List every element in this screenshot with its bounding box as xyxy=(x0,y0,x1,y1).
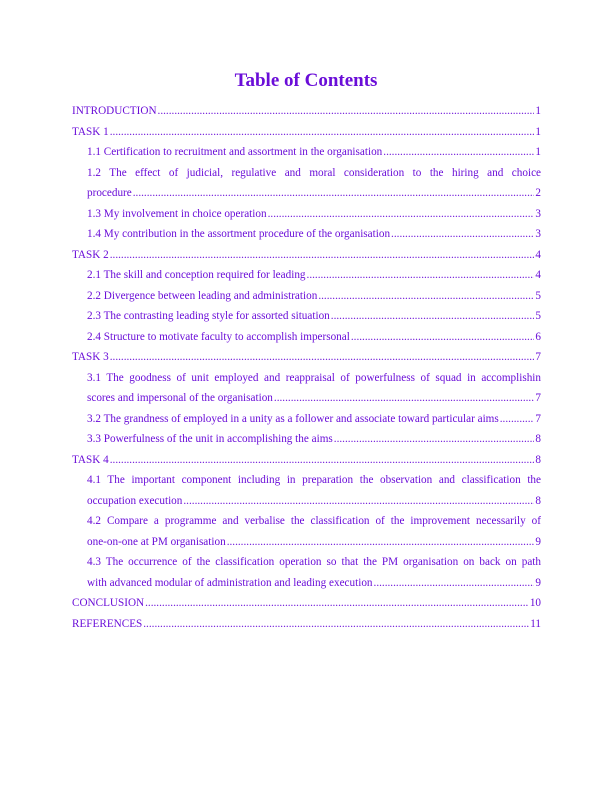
toc-page-number: 6 xyxy=(535,330,541,343)
toc-entry-2-1[interactable] xyxy=(72,265,541,286)
toc-entry-1-1[interactable] xyxy=(72,142,541,163)
toc-entry-text-line1: 4.3 The occurrence of the classification operation so that the PM organisation on back on path xyxy=(87,556,541,568)
table-of-contents xyxy=(72,101,541,634)
toc-entry-text: 2.1 The skill and conception required for leading xyxy=(87,269,306,281)
toc-entry-text: TASK 3 xyxy=(72,351,109,363)
toc-entry-conclusion[interactable] xyxy=(72,593,541,614)
toc-entry-1-2[interactable] xyxy=(72,163,541,204)
toc-entry-text: CONCLUSION xyxy=(72,597,145,609)
toc-entry-task-3[interactable] xyxy=(72,347,541,368)
toc-entry-3-2[interactable] xyxy=(72,409,541,430)
toc-page-number: 5 xyxy=(535,289,541,302)
toc-leader-dots xyxy=(318,286,534,307)
toc-page-number: 9 xyxy=(535,576,541,589)
toc-entry-2-4[interactable] xyxy=(72,327,541,348)
toc-page-number: 4 xyxy=(535,269,541,281)
toc-entry-3-1[interactable] xyxy=(72,368,541,409)
toc-entry-text: 2.4 Structure to motivate faculty to accomplish impersonal xyxy=(87,330,350,343)
toc-entry-text: TASK 4 xyxy=(72,453,109,466)
toc-entry-text: TASK 1 xyxy=(72,125,109,138)
toc-entry-1-3[interactable] xyxy=(72,204,541,225)
toc-leader-dots xyxy=(383,142,534,163)
toc-leader-dots xyxy=(391,224,534,245)
toc-leader-dots xyxy=(110,245,535,266)
toc-entry-text: with advanced modular of administration and leading execution xyxy=(87,576,373,589)
toc-page-number: 2 xyxy=(535,187,541,199)
toc-leader-dots xyxy=(133,183,535,204)
toc-page-number: 1 xyxy=(535,125,541,138)
toc-entry-task-1[interactable] xyxy=(72,122,541,143)
toc-entry-2-3[interactable] xyxy=(72,306,541,327)
toc-leader-dots xyxy=(331,306,535,327)
toc-page-number: 9 xyxy=(535,535,541,548)
toc-page-number: 1 xyxy=(535,146,541,158)
toc-entry-text: 3.2 The grandness of employed in a unity as a follower and associate toward particular aims xyxy=(87,412,499,425)
toc-page-number: 7 xyxy=(535,392,541,404)
toc-entry-text: TASK 2 xyxy=(72,248,109,261)
toc-entry-task-4[interactable] xyxy=(72,450,541,471)
toc-entry-references[interactable] xyxy=(72,614,541,635)
toc-entry-4-3[interactable] xyxy=(72,552,541,593)
toc-entry-3-3[interactable] xyxy=(72,429,541,450)
toc-entry-task-2[interactable] xyxy=(72,245,541,266)
toc-entry-text: INTRODUCTION xyxy=(72,105,157,117)
toc-leader-dots xyxy=(500,409,535,430)
toc-entry-text-line1: 4.1 The important component including in preparation the observation and classification the xyxy=(87,474,541,486)
toc-leader-dots xyxy=(307,265,535,286)
toc-leader-dots xyxy=(374,573,535,594)
toc-leader-dots xyxy=(110,347,535,368)
toc-page-number: 8 xyxy=(535,433,541,445)
toc-leader-dots xyxy=(351,327,535,348)
toc-entry-text: 2.2 Divergence between leading and administration xyxy=(87,289,318,302)
toc-page-number: 3 xyxy=(535,207,541,220)
toc-leader-dots xyxy=(158,101,535,122)
toc-page-number: 7 xyxy=(535,351,541,363)
toc-page-number: 11 xyxy=(530,617,541,630)
toc-entry-text: scores and impersonal of the organisation xyxy=(87,392,273,404)
toc-entry-text: 1.1 Certification to recruitment and assortment in the organisation xyxy=(87,146,383,158)
toc-page-number: 8 xyxy=(535,494,541,507)
toc-entry-text-line1: 4.2 Compare a programme and verbalise the classification of the improvement necessarily of xyxy=(87,515,541,527)
toc-entry-text-line1: 3.1 The goodness of unit employed and reappraisal of powerfulness of squad in accomplishin xyxy=(87,371,541,384)
toc-entry-text: procedure xyxy=(87,187,132,199)
toc-leader-dots xyxy=(274,388,535,409)
toc-title: Table of Contents xyxy=(234,70,378,91)
toc-leader-dots xyxy=(268,204,535,225)
toc-leader-dots xyxy=(145,593,529,614)
toc-entry-text-line1: 1.2 The effect of judicial, regulative and moral consideration to the hiring and choice xyxy=(87,166,541,179)
toc-entry-2-2[interactable] xyxy=(72,286,541,307)
toc-entry-text: 1.4 My contribution in the assortment procedure of the organisation xyxy=(87,228,391,240)
toc-entry-text: occupation execution xyxy=(87,494,183,507)
toc-page-number: 1 xyxy=(535,105,541,117)
toc-entry-4-1[interactable] xyxy=(72,470,541,511)
toc-page-number: 3 xyxy=(535,228,541,240)
toc-entry-text: 1.3 My involvement in choice operation xyxy=(87,207,267,220)
toc-entry-text: one-on-one at PM organisation xyxy=(87,535,226,548)
toc-entry-text: 2.3 The contrasting leading style for assorted situation xyxy=(87,310,330,322)
toc-entry-4-2[interactable] xyxy=(72,511,541,552)
toc-entry-text: 3.3 Powerfulness of the unit in accomplishing the aims xyxy=(87,433,333,445)
toc-leader-dots xyxy=(183,491,534,512)
toc-entry-introduction[interactable] xyxy=(72,101,541,122)
toc-leader-dots xyxy=(227,532,535,553)
toc-page-number: 10 xyxy=(529,597,541,609)
toc-leader-dots xyxy=(110,122,535,143)
toc-page-number: 4 xyxy=(535,248,541,261)
toc-leader-dots xyxy=(110,450,535,471)
toc-leader-dots xyxy=(143,614,529,635)
toc-leader-dots xyxy=(334,429,535,450)
toc-page-number: 5 xyxy=(535,310,541,322)
toc-entry-1-4[interactable] xyxy=(72,224,541,245)
toc-page-number: 8 xyxy=(535,453,541,466)
toc-entry-text: REFERENCES xyxy=(72,617,143,630)
toc-page-number: 7 xyxy=(535,412,541,425)
